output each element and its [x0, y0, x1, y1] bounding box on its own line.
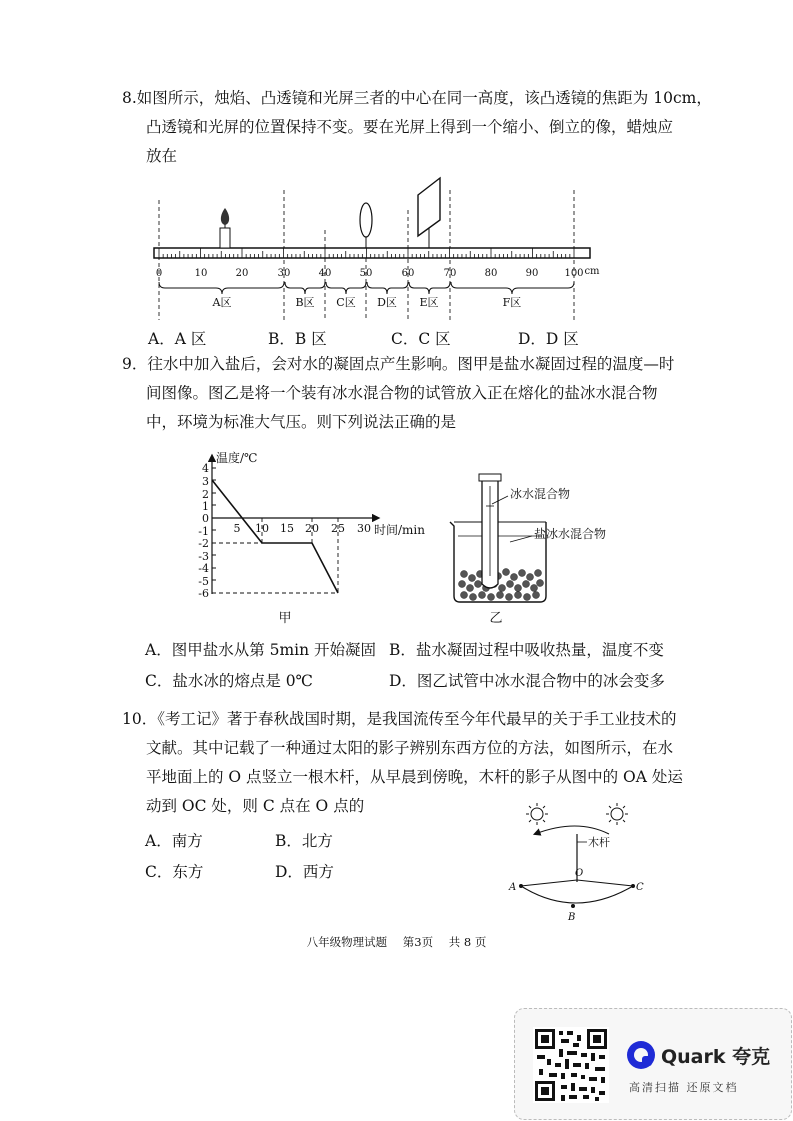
point-A-label: A — [509, 882, 517, 893]
svg-text:20: 20 — [305, 522, 319, 535]
page-footer — [0, 934, 793, 950]
optical-bench-figure — [140, 170, 610, 330]
q10-line1: 10．《考工记》著于春秋战国时期，是我国流传至今年代最早的关于手工业技术的 — [122, 710, 677, 728]
ruler-tick-30: 30 — [277, 268, 291, 279]
zone-E-label: E区 — [419, 296, 439, 309]
svg-text:2: 2 — [202, 488, 209, 501]
ruler-tick-50: 50 — [359, 268, 373, 279]
zone-C-label: C区 — [336, 296, 356, 309]
ruler-tick-10: 10 — [194, 268, 208, 279]
candle-icon — [220, 208, 230, 248]
q10-option-b[interactable]: B．北方 — [275, 832, 333, 850]
ruler-tick-60: 60 — [401, 268, 415, 279]
q9-option-b[interactable]: B．盐水凝固过程中吸收热量，温度不变 — [389, 641, 664, 659]
q9-line1: 9．往水中加入盐后，会对水的凝固点产生影响。图甲是盐水凝固过程的温度—时 — [122, 355, 675, 373]
svg-text:3: 3 — [202, 475, 209, 488]
svg-text:-2: -2 — [198, 537, 209, 550]
q10-option-a[interactable]: A．南方 — [145, 832, 203, 850]
zone-A-label: A区 — [212, 296, 232, 309]
question-9 — [122, 350, 762, 437]
footer-page: 第3页 — [402, 935, 434, 949]
zone-F-label: F区 — [502, 296, 522, 309]
light-screen-icon — [418, 178, 440, 248]
q8-option-c[interactable]: C．C 区 — [391, 330, 451, 348]
svg-text:-3: -3 — [198, 550, 209, 563]
q10-line4: 动到 OC 处，则 C 点在 O 点的 — [146, 797, 365, 815]
ruler-tick-70: 70 — [443, 268, 457, 279]
svg-text:-6: -6 — [198, 587, 209, 600]
quark-logo-icon — [627, 1041, 655, 1069]
svg-text:15: 15 — [280, 522, 294, 535]
footer-total: 共 8 页 — [448, 935, 487, 949]
question-10 — [122, 705, 772, 821]
zone-B-label: B区 — [295, 296, 315, 309]
temperature-time-graph — [182, 448, 442, 630]
q8-option-b[interactable]: B．B 区 — [268, 330, 327, 348]
svg-text:0: 0 — [202, 512, 209, 525]
svg-text:1: 1 — [202, 500, 209, 513]
ruler-tick-90: 90 — [525, 268, 539, 279]
svg-text:30: 30 — [357, 522, 371, 535]
q9-option-d[interactable]: D．图乙试管中冰水混合物中的冰会变多 — [389, 672, 665, 690]
question-8 — [122, 84, 762, 171]
graph-caption: 甲 — [278, 611, 292, 626]
pole-label: 木杆 — [588, 836, 610, 849]
graph-ylabel: 温度/℃ — [216, 451, 258, 465]
beaker-caption: 乙 — [489, 611, 503, 626]
graph-xlabel: 时间/min — [374, 523, 425, 537]
sun-icon — [526, 803, 548, 825]
point-C-label: C — [636, 882, 644, 893]
svg-text:-4: -4 — [198, 562, 209, 575]
point-B-label: B — [568, 912, 576, 923]
q10-option-d[interactable]: D．西方 — [275, 863, 334, 881]
ruler-tick-20: 20 — [235, 268, 249, 279]
q10-line2: 文献。其中记载了一种通过太阳的影子辨别东西方位的方法，如图所示，在水 — [146, 739, 674, 757]
q10-option-c[interactable]: C．东方 — [145, 863, 204, 881]
temperature-curve — [212, 480, 338, 593]
svg-text:-5: -5 — [198, 575, 209, 588]
svg-text:-1: -1 — [198, 525, 209, 538]
svg-text:25: 25 — [331, 522, 345, 535]
sun-icon — [606, 803, 628, 825]
point-O-label: O — [575, 868, 584, 879]
q8-option-d[interactable]: D．D 区 — [518, 330, 579, 348]
q9-option-c[interactable]: C．盐水冰的熔点是 0℃ — [145, 672, 313, 690]
zone-D-label: D区 — [377, 296, 397, 309]
convex-lens-icon — [359, 203, 373, 248]
footer-subject: 八年级物理试题 — [306, 935, 388, 949]
svg-text:10: 10 — [255, 522, 269, 535]
q8-line1: 8.如图所示，烛焰、凸透镜和光屏三者的中心在同一高度，该凸透镜的焦距为 10cm， — [122, 89, 712, 107]
svg-text:4: 4 — [202, 462, 209, 475]
beaker-test-tube-figure — [440, 466, 640, 630]
qr-code-icon — [533, 1027, 609, 1103]
ruler-tick-0: 0 — [155, 268, 163, 279]
beaker-label-salt-ice-water: 盐冰水混合物 — [534, 527, 607, 541]
sundial-shadow-figure — [505, 790, 665, 925]
quark-brand: Quark 夸克 — [661, 1046, 771, 1068]
ruler-tick-40: 40 — [318, 268, 332, 279]
beaker-label-ice-water: 冰水混合物 — [510, 487, 571, 501]
ruler-unit: cm — [584, 266, 600, 277]
q9-option-a[interactable]: A．图甲盐水从第 5min 开始凝固 — [145, 641, 377, 659]
ruler-tick-100: 100 — [564, 268, 584, 279]
q8-line2: 凸透镜和光屏的位置保持不变。要在光屏上得到一个缩小、倒立的像，蜡烛应 — [146, 118, 674, 136]
quark-watermark — [514, 1008, 792, 1120]
svg-text:5: 5 — [233, 522, 241, 535]
quark-tagline: 高清扫描 还原文档 — [629, 1081, 739, 1094]
q8-option-a[interactable]: A．A 区 — [148, 330, 207, 348]
q9-line3: 中，环境为标准大气压。则下列说法正确的是 — [146, 413, 457, 431]
q10-line3: 平地面上的 O 点竖立一根木杆，从早晨到傍晚，木杆的影子从图中的 OA 处运 — [146, 768, 683, 786]
q9-line2: 间图像。图乙是将一个装有冰水混合物的试管放入正在熔化的盐冰水混合物 — [146, 384, 658, 402]
q8-line3: 放在 — [146, 147, 178, 165]
ruler-tick-80: 80 — [484, 268, 498, 279]
